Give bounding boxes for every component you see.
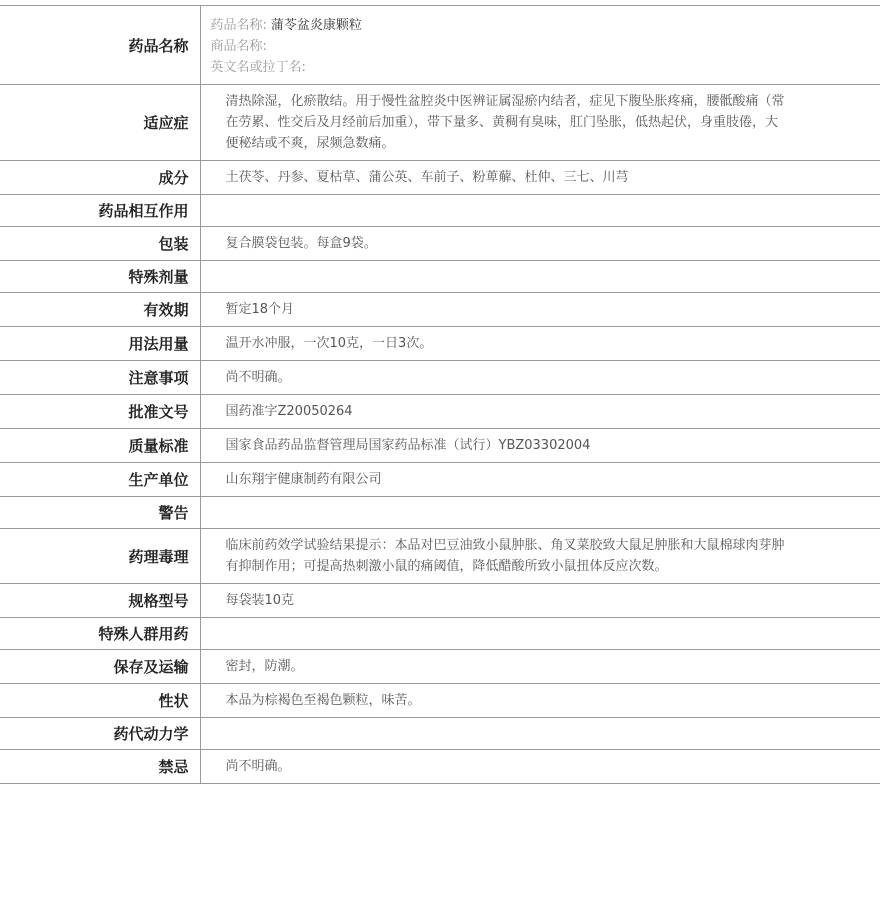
field-value: 温开水冲服，一次10克，一日3次。 bbox=[200, 327, 880, 361]
table-row bbox=[0, 195, 880, 227]
drug-spec-table bbox=[0, 5, 880, 784]
field-label: 用法用量 bbox=[0, 327, 200, 361]
table-row bbox=[0, 718, 880, 750]
field-label: 规格型号 bbox=[0, 584, 200, 618]
field-value: 国药准字Z20050264 bbox=[200, 395, 880, 429]
table-row bbox=[0, 261, 880, 293]
table-row bbox=[0, 463, 880, 497]
field-label: 质量标准 bbox=[0, 429, 200, 463]
field-label: 成分 bbox=[0, 161, 200, 195]
field-label: 批准文号 bbox=[0, 395, 200, 429]
field-value: 密封，防潮。 bbox=[200, 650, 880, 684]
field-label: 药理毒理 bbox=[0, 529, 200, 584]
field-label: 禁忌 bbox=[0, 750, 200, 784]
field-value: 复合膜袋包装。每盒9袋。 bbox=[200, 227, 880, 261]
field-value: 本品为棕褐色至褐色颗粒，味苦。 bbox=[200, 684, 880, 718]
table-row bbox=[0, 750, 880, 784]
field-value: 山东翔宇健康制药有限公司 bbox=[200, 463, 880, 497]
field-label: 特殊剂量 bbox=[0, 261, 200, 293]
trade-name-line bbox=[211, 36, 871, 57]
field-label: 注意事项 bbox=[0, 361, 200, 395]
field-value: 尚不明确。 bbox=[200, 361, 880, 395]
field-label: 药品相互作用 bbox=[0, 195, 200, 227]
field-label: 包装 bbox=[0, 227, 200, 261]
field-label: 生产单位 bbox=[0, 463, 200, 497]
field-value bbox=[200, 497, 880, 529]
trade-name-key: 商品名称: bbox=[210, 39, 267, 54]
field-value bbox=[200, 261, 880, 293]
field-label: 特殊人群用药 bbox=[0, 618, 200, 650]
field-value: 暂定18个月 bbox=[200, 293, 880, 327]
field-label: 保存及运输 bbox=[0, 650, 200, 684]
field-value: 清热除湿，化瘀散结。用于慢性盆腔炎中医辨证属湿瘀内结者，症见下腹坠胀疼痛，腰骶酸痛（常在劳累、性交后及月经前后加重），带下量多、黄稠有臭味，肛门坠胀，低热起伏，身重肢倦，大便秘结或不爽，尿频急数痛。 bbox=[200, 85, 880, 161]
field-value bbox=[200, 618, 880, 650]
drug-name-cell bbox=[200, 6, 880, 85]
generic-name-value: 蒲苓盆炎康颗粒 bbox=[270, 18, 362, 33]
table-row bbox=[0, 85, 880, 161]
table-row bbox=[0, 227, 880, 261]
table-row bbox=[0, 293, 880, 327]
field-value: 尚不明确。 bbox=[200, 750, 880, 784]
field-label: 有效期 bbox=[0, 293, 200, 327]
table-row bbox=[0, 497, 880, 529]
drug-name-row bbox=[0, 6, 880, 85]
table-row bbox=[0, 684, 880, 718]
field-value: 土茯苓、丹参、夏枯草、蒲公英、车前子、粉萆薢、杜仲、三七、川芎 bbox=[200, 161, 880, 195]
table-row bbox=[0, 361, 880, 395]
table-row bbox=[0, 529, 880, 584]
table-row bbox=[0, 650, 880, 684]
table-row bbox=[0, 327, 880, 361]
table-row bbox=[0, 618, 880, 650]
field-value bbox=[200, 718, 880, 750]
drug-name-label: 药品名称 bbox=[0, 6, 200, 85]
field-value: 每袋装10克 bbox=[200, 584, 880, 618]
generic-name-line bbox=[211, 15, 871, 36]
field-label: 药代动力学 bbox=[0, 718, 200, 750]
latin-name-key: 英文名或拉丁名: bbox=[210, 60, 306, 75]
field-label: 适应症 bbox=[0, 85, 200, 161]
field-value bbox=[200, 195, 880, 227]
field-label: 警告 bbox=[0, 497, 200, 529]
table-row bbox=[0, 161, 880, 195]
field-value: 国家食品药品监督管理局国家药品标准（试行）YBZ03302004 bbox=[200, 429, 880, 463]
table-row bbox=[0, 429, 880, 463]
field-value: 临床前药效学试验结果提示：本品对巴豆油致小鼠肿胀、角叉菜胶致大鼠足肿胀和大鼠棉球肉芽肿有抑制作用；可提高热刺激小鼠的痛阈值，降低醋酸所致小鼠扭体反应次数。 bbox=[200, 529, 880, 584]
generic-name-key: 药品名称: bbox=[210, 18, 267, 33]
table-row bbox=[0, 395, 880, 429]
table-row bbox=[0, 584, 880, 618]
latin-name-line bbox=[211, 57, 871, 78]
field-label: 性状 bbox=[0, 684, 200, 718]
